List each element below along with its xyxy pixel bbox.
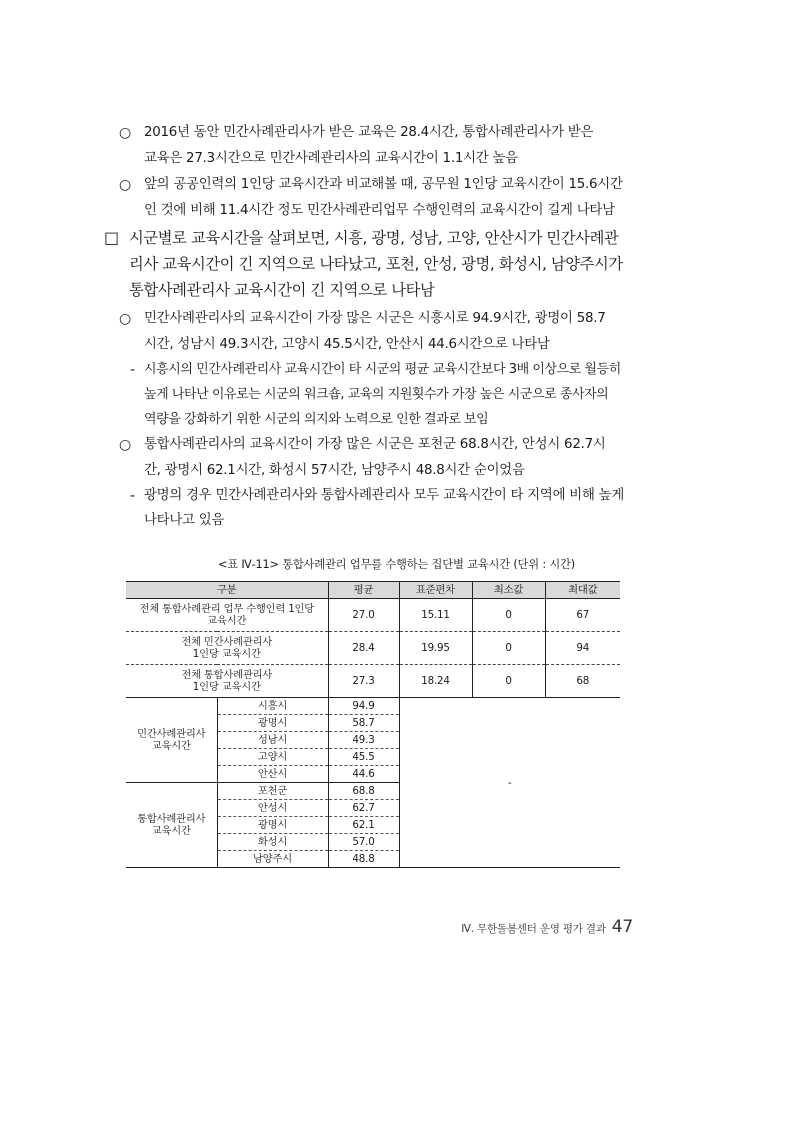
- cell-city: 화성시: [217, 834, 328, 851]
- cell-value: 57.0: [328, 834, 399, 851]
- cell-mean: 28.4: [328, 632, 399, 665]
- cell-sd: 18.24: [399, 665, 472, 698]
- cell-value: 68.8: [328, 783, 399, 800]
- table-row: [126, 599, 620, 632]
- circle-bullet-icon: ○: [119, 437, 132, 453]
- table-caption: <표 Ⅳ-11> 통합사례관리 업무를 수행하는 집단별 교육시간 (단위 : 시간): [218, 558, 575, 571]
- cell-not-applicable: -: [399, 698, 620, 868]
- header-max: 최대값: [545, 582, 620, 599]
- section-heading-line: 리사 교육시간이 긴 지역으로 나타났고, 포천, 안성, 광명, 화성시, 남양주시가: [129, 255, 623, 273]
- table-row: [126, 632, 620, 665]
- paragraph-line: 시흥시의 민간사례관리사 교육시간이 타 시군의 평균 교육시간보다 3배 이상으로 월등히: [144, 362, 621, 377]
- header-sd: 표준편차: [399, 582, 472, 599]
- cell-value: 58.7: [328, 715, 399, 732]
- cell-city: 성남시: [217, 732, 328, 749]
- cell-city: 광명시: [217, 817, 328, 834]
- paragraph-line: 교육은 27.3시간으로 민간사례관리사의 교육시간이 1.1시간 높음: [144, 151, 518, 166]
- paragraph-line: 역량을 강화하기 위한 시군의 의지와 노력으로 인한 결과로 보임: [144, 412, 489, 427]
- cell-value: 44.6: [328, 766, 399, 783]
- circle-bullet-icon: ○: [119, 311, 132, 327]
- circle-bullet-icon: ○: [119, 177, 132, 193]
- cell-value: 48.8: [328, 851, 399, 868]
- cell-min: 0: [472, 599, 545, 632]
- header-category: 구분: [126, 582, 328, 599]
- cell-city: 안성시: [217, 800, 328, 817]
- cell-value: 62.1: [328, 817, 399, 834]
- page-number: 47: [611, 917, 633, 937]
- table-header-row: [126, 582, 620, 599]
- paragraph-line: 광명의 경우 민간사례관리사와 통합사례관리사 모두 교육시간이 타 지역에 비해 높게: [144, 488, 625, 503]
- education-hours-table: [126, 581, 620, 868]
- cell-mean: 27.3: [328, 665, 399, 698]
- cell-min: 0: [472, 665, 545, 698]
- section-heading-line: 통합사례관리사 교육시간이 긴 지역으로 나타남: [129, 281, 435, 299]
- footer-section-title: Ⅳ. 무한돌봄센터 운영 평가 결과: [461, 923, 606, 935]
- group-label-private: 민간사례관리사 교육시간: [126, 698, 217, 783]
- paragraph-line: 시간, 성남시 49.3시간, 고양시 45.5시간, 안산시 44.6시간으로 나타남: [144, 337, 550, 352]
- dash-bullet-icon: -: [130, 362, 136, 378]
- row-label: 전체 통합사례관리 업무 수행인력 1인당 교육시간: [126, 599, 328, 632]
- cell-min: 0: [472, 632, 545, 665]
- header-min: 최소값: [472, 582, 545, 599]
- cell-mean: 27.0: [328, 599, 399, 632]
- paragraph-line: 2016년 동안 민간사례관리사가 받은 교육은 28.4시간, 통합사례관리사가 받은: [144, 125, 594, 140]
- paragraph-line: 앞의 공공인력의 1인당 교육시간과 비교해볼 때, 공무원 1인당 교육시간이 15.6시간: [144, 177, 623, 192]
- table-row: [126, 665, 620, 698]
- cell-max: 67: [545, 599, 620, 632]
- paragraph-line: 높게 나타난 이유로는 시군의 워크숍, 교육의 지원횟수가 가장 높은 시군으로 종사자의: [144, 387, 609, 402]
- cell-city: 포천군: [217, 783, 328, 800]
- cell-value: 49.3: [328, 732, 399, 749]
- paragraph-line: 나타나고 있음: [144, 513, 225, 528]
- header-mean: 평균: [328, 582, 399, 599]
- cell-max: 68: [545, 665, 620, 698]
- paragraph-line: 민간사례관리사의 교육시간이 가장 많은 시군은 시흥시로 94.9시간, 광명이 58.7: [144, 311, 606, 326]
- paragraph-line: 간, 광명시 62.1시간, 화성시 57시간, 남양주시 48.8시간 순이었음: [144, 463, 525, 478]
- paragraph-line: 통합사례관리사의 교육시간이 가장 많은 시군은 포천군 68.8시간, 안성시 62.7시: [144, 437, 606, 452]
- dash-bullet-icon: -: [130, 488, 136, 504]
- cell-max: 94: [545, 632, 620, 665]
- cell-city: 고양시: [217, 749, 328, 766]
- page-footer: [461, 917, 633, 937]
- row-label: 전체 통합사례관리사 1인당 교육시간: [126, 665, 328, 698]
- cell-value: 94.9: [328, 698, 399, 715]
- cell-city: 남양주시: [217, 851, 328, 868]
- group-label-integrated: 통합사례관리사 교육시간: [126, 783, 217, 868]
- cell-city: 안산시: [217, 766, 328, 783]
- cell-city: 광명시: [217, 715, 328, 732]
- cell-sd: 15.11: [399, 599, 472, 632]
- paragraph-line: 인 것에 비해 11.4시간 정도 민간사례관리업무 수행인력의 교육시간이 길게 나타남: [144, 203, 615, 218]
- row-label: 전체 민간사례관리사 1인당 교육시간: [126, 632, 328, 665]
- cell-value: 62.7: [328, 800, 399, 817]
- circle-bullet-icon: ○: [119, 125, 132, 141]
- cell-value: 45.5: [328, 749, 399, 766]
- cell-city: 시흥시: [217, 698, 328, 715]
- square-bullet-icon: □: [104, 228, 120, 247]
- table-row: [126, 698, 620, 715]
- cell-sd: 19.95: [399, 632, 472, 665]
- section-heading-line: 시군별로 교육시간을 살펴보면, 시흥, 광명, 성남, 고양, 안산시가 민간사례관: [129, 229, 619, 247]
